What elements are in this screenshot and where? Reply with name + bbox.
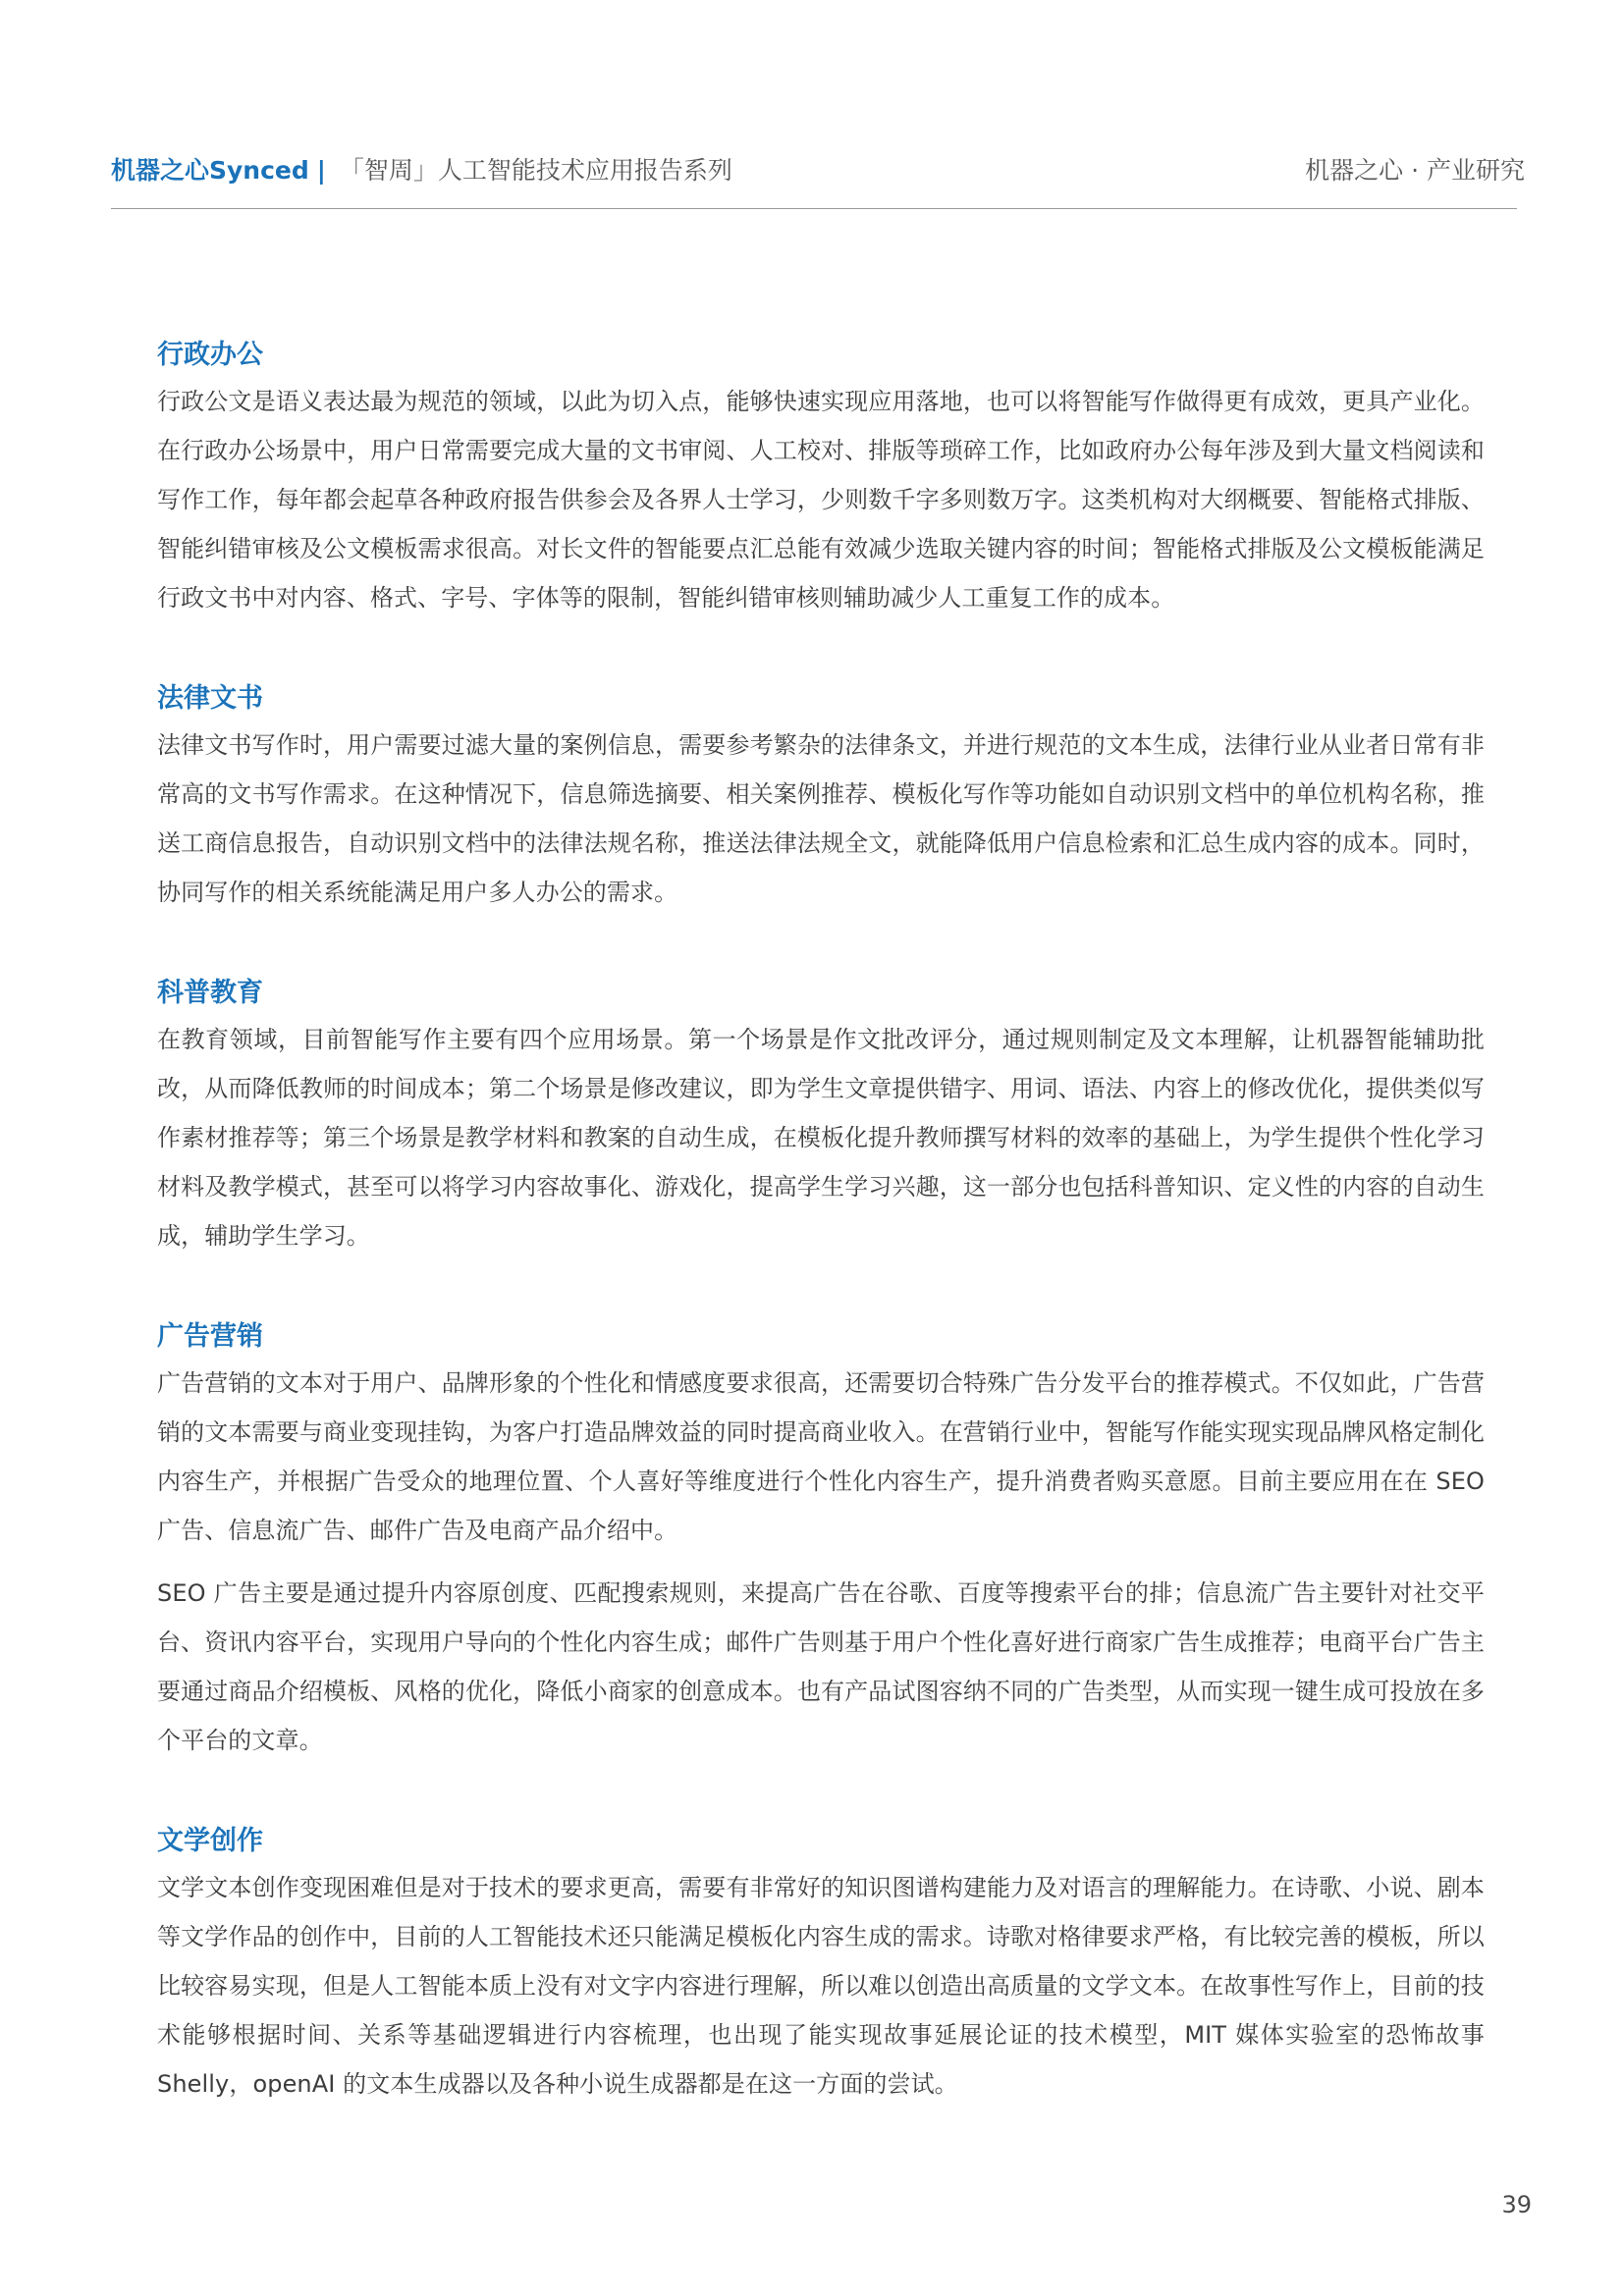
page-header [111,147,1525,190]
section-title: 行政办公 [157,340,263,370]
section-education [157,974,1485,1260]
section-legal-documents [157,679,1485,917]
section-title: 科普教育 [157,978,263,1008]
section-title: 法律文书 [157,683,263,714]
header-brand [111,151,732,187]
section-title: 广告营销 [157,1321,263,1352]
section-paragraph: 文学文本创作变现困难但是对于技术的要求更高，需要有非常好的知识图谱构建能力及对语言的理解能力。在诗歌、小说、剧本等文学作品的创作中，目前的人工智能技术还只能满足模板化内容生成的需求。诗歌对格律要求严格，有比较完善的模板，所以比较容易实现，但是人工智能本质上没有对文字内容进行理解，所以难以创造出高质量的文学文本。在故事性写作上，目前的技术能够根据时间、关系等基础逻辑进行内容梳理，也出现了能实现故事延展论证的技术模型，MIT 媒体实验室的恐怖故事 Shelly，openAI 的文本生成器以及各种小说生成器都是在这一方面的尝试。 [157,1874,1485,2098]
section-paragraph: 广告营销的文本对于用户、品牌形象的个性化和情感度要求很高，还需要切合特殊广告分发平台的推荐模式。不仅如此，广告营销的文本需要与商业变现挂钩，为客户打造品牌效益的同时提高商业收入。在营销行业中，智能写作能实现实现品牌风格定制化内容生产，并根据广告受众的地理位置、个人喜好等维度进行个性化内容生产，提升消费者购买意愿。目前主要应用在在 SEO 广告、信息流广告、邮件广告及电商产品介绍中。 [157,1369,1485,1544]
section-title: 文学创作 [157,1826,263,1856]
header-divider [111,208,1517,209]
section-admin-office [157,336,1485,622]
page-content [157,336,1485,2165]
section-paragraph: 在教育领域，目前智能写作主要有四个应用场景。第一个场景是作文批改评分，通过规则制定及文本理解，让机器智能辅助批改，从而降低教师的时间成本；第二个场景是修改建议，即为学生文章提供错字、用词、语法、内容上的修改优化，提供类似写作素材推荐等；第三个场景是教学材料和教案的自动生成，在模板化提升教师撰写材料的效率的基础上，为学生提供个性化学习材料及教学模式，甚至可以将学习内容故事化、游戏化，提高学生学习兴趣，这一部分也包括科普知识、定义性的内容的自动生成，辅助学生学习。 [157,1026,1485,1250]
section-advertising [157,1317,1485,1765]
header-right-label: 机器之心 · 产业研究 [1305,156,1525,185]
section-literary-creation [157,1822,1485,2109]
report-series-title: 「智周」人工智能技术应用报告系列 [339,156,732,185]
section-paragraph: SEO 广告主要是通过提升内容原创度、匹配搜索规则，来提高广告在谷歌、百度等搜索平台的排；信息流广告主要针对社交平台、资讯内容平台，实现用户导向的个性化内容生成；邮件广告则基于用户个性化喜好进行商家广告生成推荐；电商平台广告主要通过商品介绍模板、风格的优化，降低小商家的创意成本。也有产品试图容纳不同的广告类型，从而实现一键生成可投放在多个平台的文章。 [157,1579,1485,1754]
brand-separator: | [316,156,326,185]
brand-name: 机器之心Synced [111,156,309,185]
section-paragraph: 法律文书写作时，用户需要过滤大量的案例信息，需要参考繁杂的法律条文，并进行规范的文本生成，法律行业从业者日常有非常高的文书写作需求。在这种情况下，信息筛选摘要、相关案例推荐、模板化写作等功能如自动识别文档中的单位机构名称，推送工商信息报告，自动识别文档中的法律法规名称，推送法律法规全文，就能降低用户信息检索和汇总生成内容的成本。同时，协同写作的相关系统能满足用户多人办公的需求。 [157,731,1485,906]
page-number: 39 [1501,2191,1532,2218]
section-paragraph: 行政公文是语义表达最为规范的领域，以此为切入点，能够快速实现应用落地，也可以将智能写作做得更有成效，更具产业化。在行政办公场景中，用户日常需要完成大量的文书审阅、人工校对、排版等琐碎工作，比如政府办公每年涉及到大量文档阅读和写作工作，每年都会起草各种政府报告供参会及各界人士学习，少则数千字多则数万字。这类机构对大纲概要、智能格式排版、智能纠错审核及公文模板需求很高。对长文件的智能要点汇总能有效减少选取关键内容的时间；智能格式排版及公文模板能满足行政文书中对内容、格式、字号、字体等的限制，智能纠错审核则辅助减少人工重复工作的成本。 [157,388,1485,612]
